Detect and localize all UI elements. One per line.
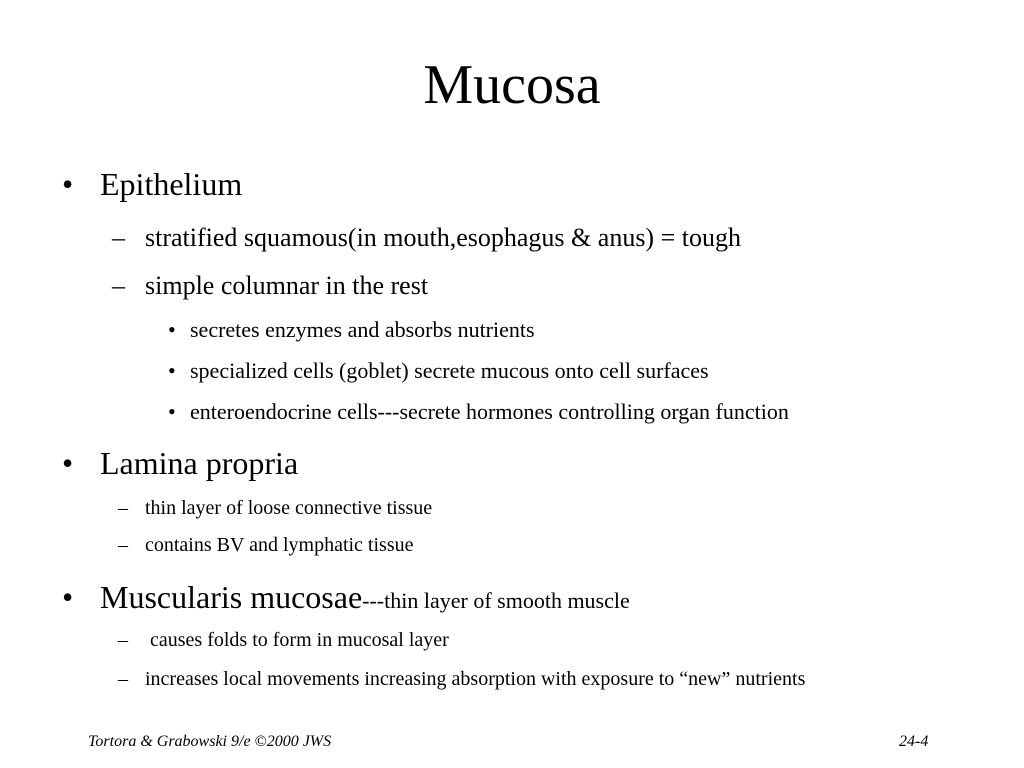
bullet-sub-2: • xyxy=(168,358,176,383)
slide-title: Mucosa xyxy=(423,54,601,116)
dash-muscularis-1: – xyxy=(118,629,128,651)
item-loose-connective: thin layer of loose connective tissue xyxy=(145,497,433,519)
heading-lamina-propria: Lamina propria xyxy=(100,445,299,481)
item-bv-lymphatic: contains BV and lymphatic tissue xyxy=(145,534,414,556)
bullet-muscularis-mucosae: • xyxy=(62,579,74,615)
heading-muscularis-mucosae-text: Muscularis mucosae xyxy=(100,579,363,615)
footer-citation: Tortora & Grabowski 9/e ©2000 JWS xyxy=(88,733,332,750)
subitem-secretes-enzymes: secretes enzymes and absorbs nutrients xyxy=(190,317,535,342)
dash-lamina-1: – xyxy=(118,497,128,519)
dash-epithelium-2: – xyxy=(112,271,125,300)
dash-lamina-2: – xyxy=(118,534,128,556)
subitem-enteroendocrine: enteroendocrine cells---secrete hormones controlling organ function xyxy=(190,399,789,424)
bullet-sub-3: • xyxy=(168,399,176,424)
item-causes-folds: causes folds to form in mucosal layer xyxy=(145,629,449,651)
heading-muscularis-mucosae xyxy=(100,577,630,621)
item-simple-columnar: simple columnar in the rest xyxy=(145,271,429,300)
bullet-lamina-propria: • xyxy=(62,445,74,481)
bullet-epithelium: • xyxy=(62,166,74,202)
bullet-sub-1: • xyxy=(168,317,176,342)
item-stratified-squamous: stratified squamous(in mouth,esophagus & anus) = tough xyxy=(145,223,741,252)
heading-epithelium: Epithelium xyxy=(100,166,243,202)
dash-muscularis-2: – xyxy=(118,668,128,690)
footer-page-number: 24-4 xyxy=(899,733,929,750)
heading-muscularis-suffix: ---thin layer of smooth muscle xyxy=(362,588,630,613)
item-increases-movements: increases local movements increasing absorption with exposure to “new” nutrients xyxy=(145,668,806,690)
dash-epithelium-1: – xyxy=(112,223,125,252)
subitem-goblet-cells: specialized cells (goblet) secrete mucous onto cell surfaces xyxy=(190,358,709,383)
